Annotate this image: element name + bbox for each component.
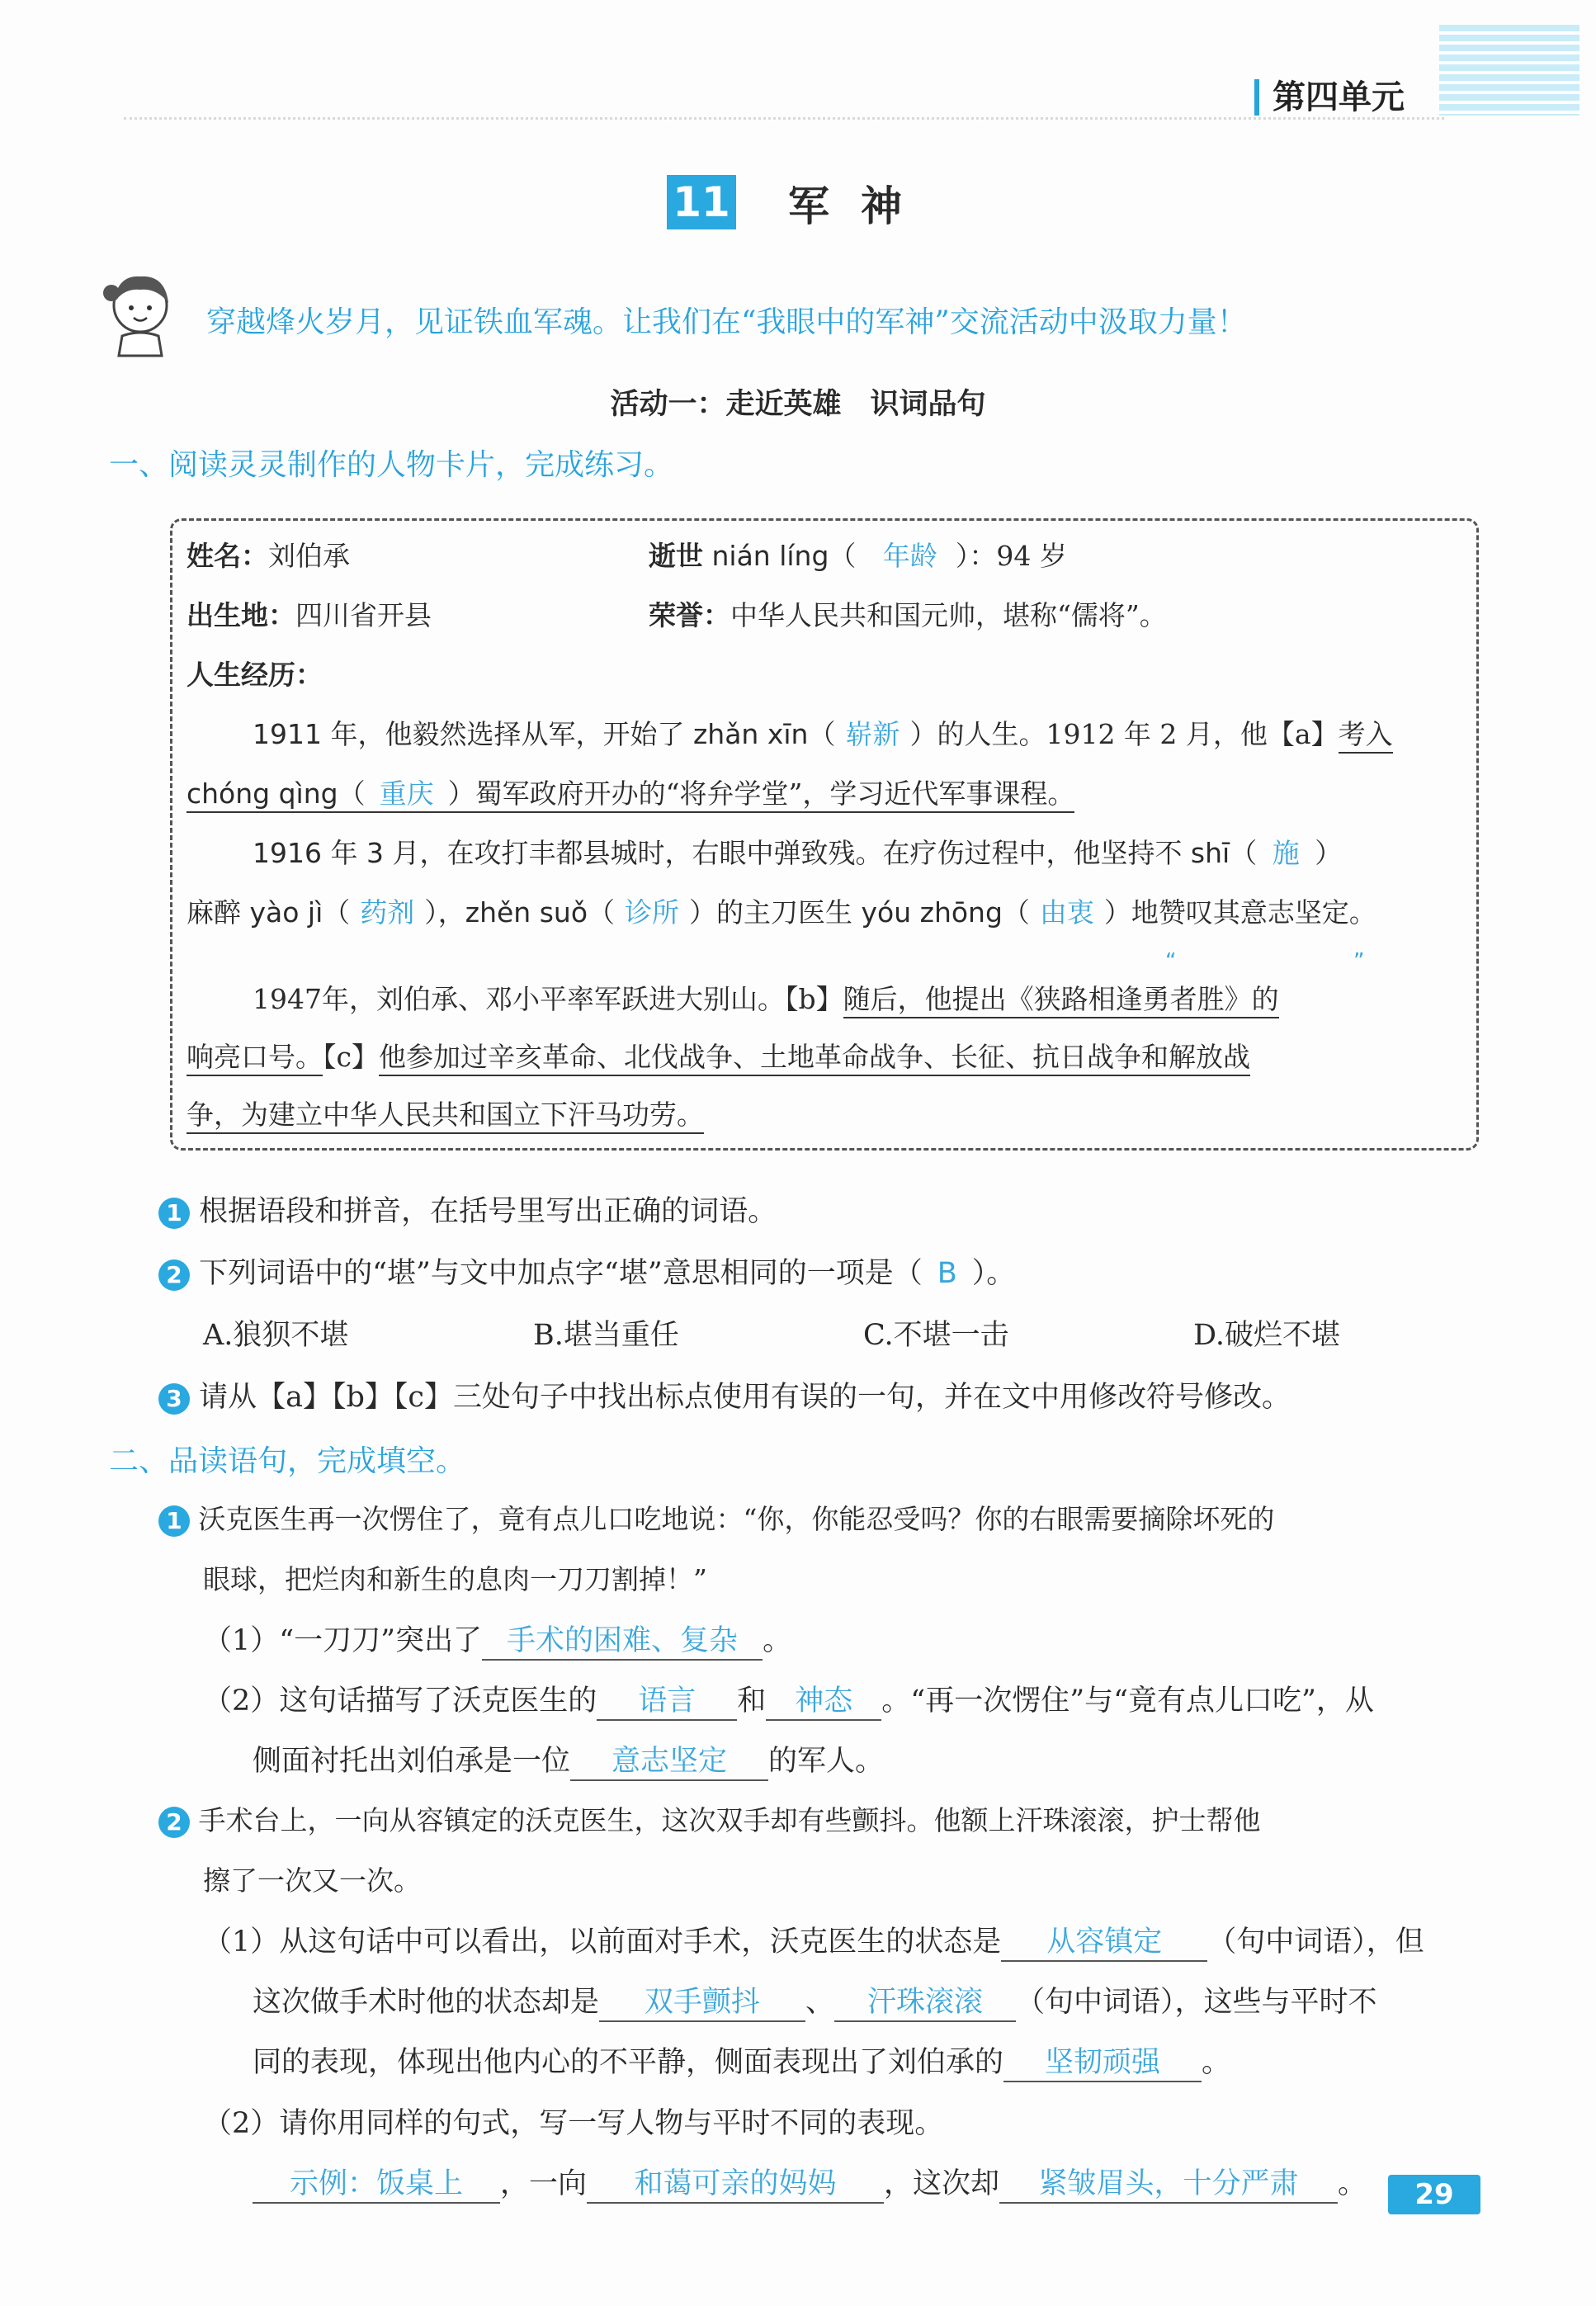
correction-mark-right-icon: ” (1353, 949, 1365, 974)
life-paragraph-3: 1916 年 3 月，在攻打丰都县城时，右眼中弹致残。在疗伤过程中，他坚持不 shī（ 施 ） (253, 832, 1342, 871)
life-paragraph-2: chóng qìng（ 重庆 ）蜀军政府开办的“将弁学堂”，学习近代军事课程。 (187, 773, 1074, 811)
lesson-title: 军神 (788, 182, 933, 230)
answer-s2-q1-1: 手术的困难、复杂 (482, 1618, 763, 1661)
s2-q2-part1: （1）从这句话中可以看出，以前面对手术，沃克医生的状态是 从容镇定 （句中词语），但 (203, 1919, 1424, 1962)
s2-question-1-quote: 1 沃克医生再一次愣住了，竟有点儿口吃地说：“你，你能忍受吗？你的右眼需要摘除坏死的 (158, 1498, 1274, 1537)
s2-q1-part1: （1）“一刀刀”突出了 手术的困难、复杂 。 (203, 1618, 791, 1661)
answer-zhanxin: 崭新 (845, 718, 900, 750)
answer-s2-q2-1b: 双手颤抖 (599, 1979, 805, 2022)
answer-shi: 施 (1272, 837, 1300, 869)
option-d: D.破烂不堪 (1193, 1319, 1340, 1352)
s2-q2-part1-line3: 同的表现，体现出他内心的不平静，侧面表现出了刘伯承的 坚韧顽强 。 (253, 2039, 1230, 2082)
s2-q2-part2-answer: 示例：饭桌上 ，一向 和蔼可亲的妈妈 ，这次却 紧皱眉头，十分严肃 。 (253, 2161, 1367, 2204)
s2-question-2-quote-line2: 擦了一次又一次。 (203, 1864, 421, 1897)
life-paragraph-6: 响亮口号。【c】他参加过辛亥革命、北伐战争、土地革命战争、长征、抗日战争和解放战 (187, 1036, 1250, 1075)
header-stripes (1439, 25, 1579, 116)
answer-youzhong: 由衷 (1039, 896, 1094, 929)
answer-s2-q2-2b: 和蔼可亲的妈妈 (587, 2161, 884, 2204)
number-badge: 1 (158, 1505, 190, 1537)
answer-zhensuo: 诊所 (625, 896, 680, 929)
name-row: 姓名：刘伯承 (187, 540, 350, 572)
life-paragraph-7: 争，为建立中华人民共和国立下汗马功劳。 (187, 1094, 704, 1132)
answer-q2: B (937, 1257, 957, 1290)
number-badge: 1 (158, 1198, 190, 1229)
section2-title: 二、品读语句，完成填空。 (109, 1444, 466, 1478)
s2-question-2-quote: 2 手术台上，一向从容镇定的沃克医生，这次双手却有些颤抖。他额上汗珠滚滚，护士帮他 (158, 1799, 1261, 1838)
answer-s2-q1-2c: 意志坚定 (570, 1738, 768, 1781)
answer-nianling: 年龄 (882, 540, 937, 572)
honor-row: 荣誉：中华人民共和国元帅，堪称“儒将”。 (649, 599, 1167, 631)
answer-s2-q2-2a: 示例：饭桌上 (253, 2161, 500, 2204)
life-label: 人生经历： (187, 659, 323, 691)
s2-q2-part2: （2）请你用同样的句式，写一写人物与平时不同的表现。 (203, 2107, 944, 2140)
s2-q2-part1-line2: 这次做手术时他的状态却是 双手颤抖 、 汗珠滚滚 （句中词语），这些与平时不 (253, 1979, 1377, 2022)
number-badge: 2 (158, 1259, 190, 1291)
number-badge: 2 (158, 1807, 190, 1838)
number-badge: 3 (158, 1383, 190, 1415)
activity-title: 活动一：走近英雄 识词品句 (610, 388, 986, 421)
answer-s2-q1-2a: 语言 (597, 1678, 737, 1721)
answer-s2-q2-1c: 汗珠滚滚 (834, 1979, 1016, 2022)
correction-mark-left-icon: “ (1165, 949, 1177, 974)
header-divider (124, 117, 1444, 120)
answer-s2-q2-1a: 从容镇定 (1001, 1919, 1207, 1962)
option-c: C.不堪一击 (863, 1319, 1009, 1352)
unit-label: 第四单元 (1254, 79, 1405, 116)
s2-question-1-quote-line2: 眼球，把烂肉和新生的息肉一刀刀割掉！” (203, 1563, 707, 1595)
death-row: 逝世 nián líng（ 年龄 ）：94 岁 (649, 535, 1067, 574)
page-number: 29 (1388, 2175, 1480, 2214)
intro-text: 穿越烽火岁月，见证铁血军魂。让我们在“我眼中的军神”交流活动中汲取力量！ (206, 305, 1247, 339)
birthplace-row: 出生地：四川省开县 (187, 599, 432, 631)
section1-title: 一、阅读灵灵制作的人物卡片，完成练习。 (109, 448, 674, 482)
answer-s2-q2-1d: 坚韧顽强 (1003, 2039, 1202, 2082)
s2-q1-part2-line2: 侧面衬托出刘伯承是一位 意志坚定 的军人。 (253, 1738, 884, 1781)
option-b: B.堪当重任 (533, 1319, 679, 1352)
s1-question-3: 3 请从【a】【b】【c】三处句子中找出标点使用有误的一句，并在文中用修改符号修改。 (158, 1374, 1291, 1415)
life-paragraph-1: 1911 年，他毅然选择从军，开始了 zhǎn xīn（ 崭新 ）的人生。1912 年 2 月，他【a】考入 (253, 713, 1393, 752)
s1-question-1: 1 根据语段和拼音，在括号里写出正确的词语。 (158, 1188, 777, 1230)
girl-avatar-icon (99, 268, 182, 359)
life-paragraph-5: 1947年，刘伯承、邓小平率军跃进大别山。【b】随后，他提出《狭路相逢勇者胜》的 (253, 978, 1279, 1017)
life-paragraph-4: 麻醉 yào jì（ 药剂 ），zhěn suǒ（ 诊所 ）的主刀医生 yóu zhōng（ 由衷 ）地赞叹其意志坚定。 (187, 891, 1376, 930)
answer-yaoji: 药剂 (360, 896, 415, 929)
answer-s2-q2-2c: 紧皱眉头，十分严肃 (999, 2161, 1338, 2204)
answer-s2-q1-2b: 神态 (766, 1678, 881, 1721)
s1-question-2: 2 下列词语中的“堪”与文中加点字“堪”意思相同的一项是（ B ）。 (158, 1250, 1015, 1292)
answer-chongqing: 重庆 (379, 777, 434, 810)
option-a: A.狼狈不堪 (203, 1319, 349, 1352)
s2-q1-part2: （2）这句话描写了沃克医生的 语言 和 神态 。“再一次愣住”与“竟有点儿口吃”，从 (203, 1678, 1374, 1721)
lesson-number: 11 (667, 175, 736, 229)
